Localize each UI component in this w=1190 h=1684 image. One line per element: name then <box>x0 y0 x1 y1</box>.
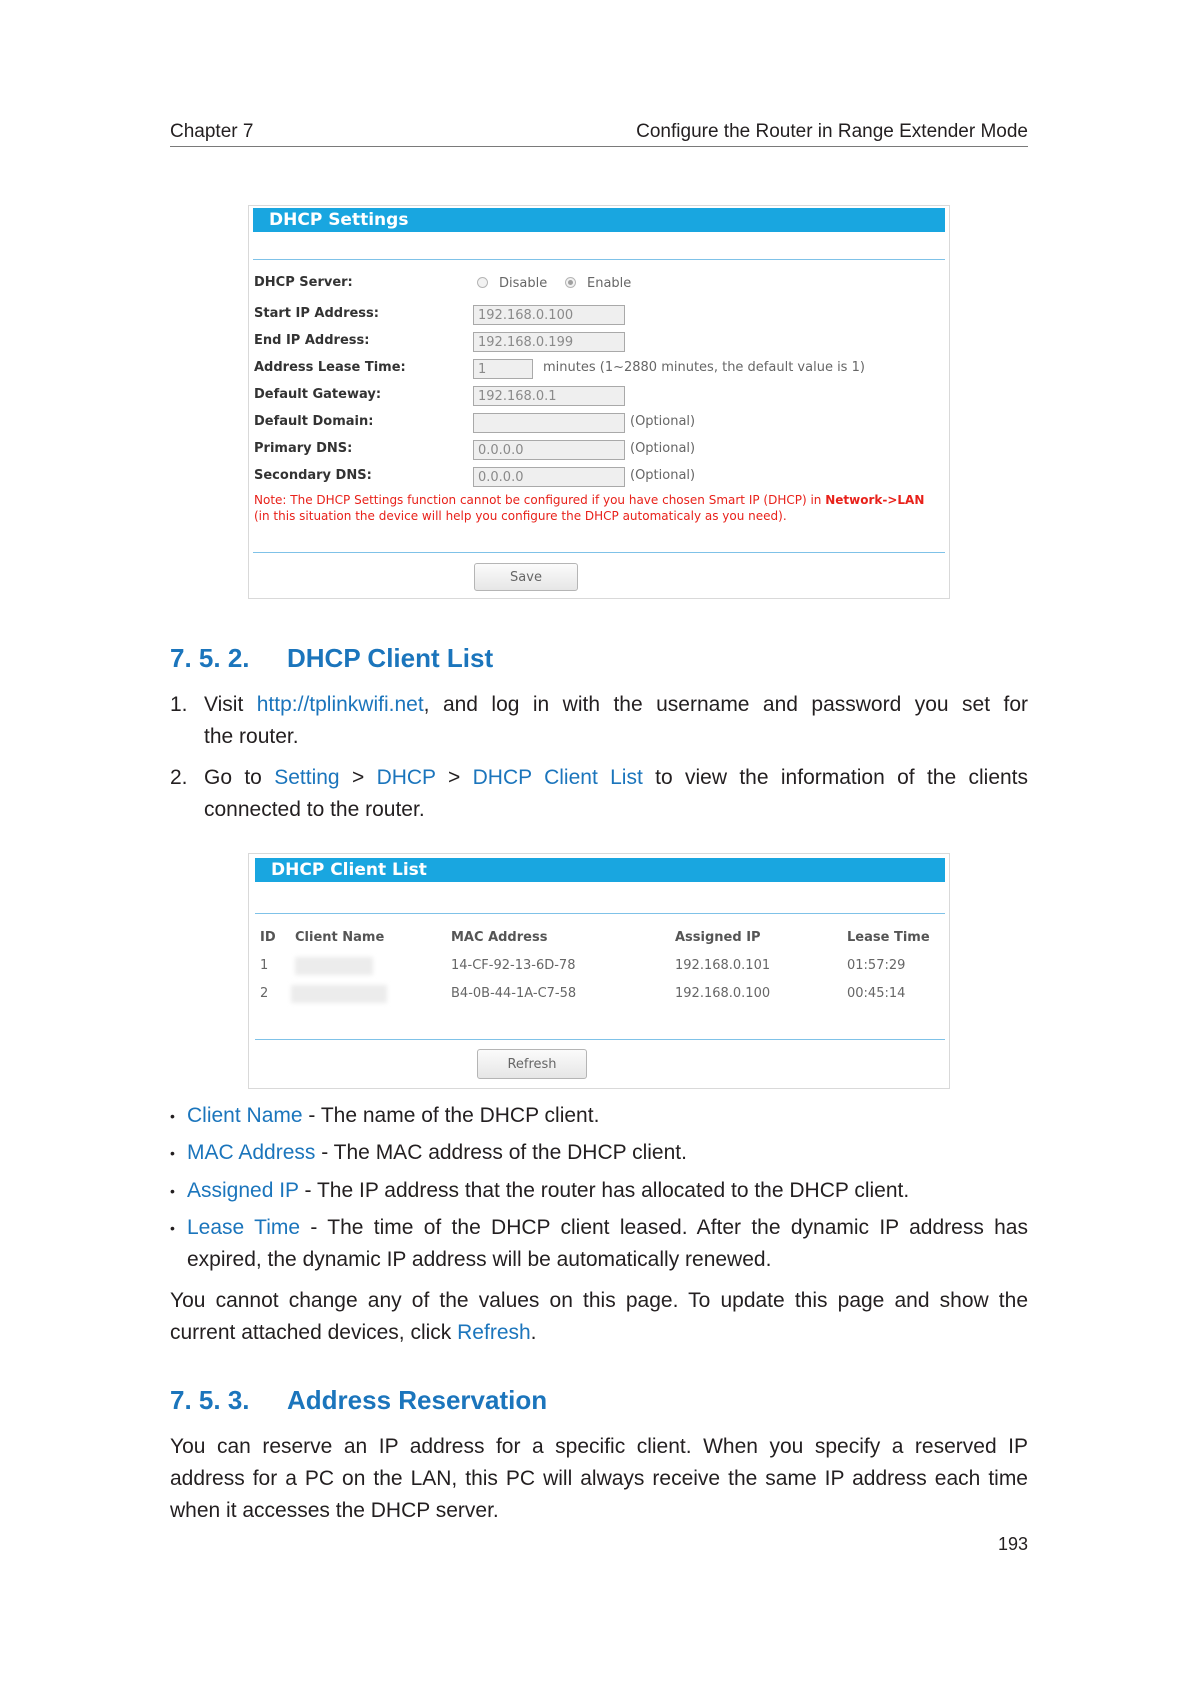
bullet-text-line2: expired, the dynamic IP address will be automatically renewed. <box>187 1248 772 1271</box>
column-header-ip: Assigned IP <box>675 930 761 945</box>
bullet-item <box>170 1137 1028 1169</box>
dhcp-note <box>254 492 924 524</box>
step-1 <box>204 689 1028 753</box>
refresh-button[interactable]: Refresh <box>477 1049 587 1079</box>
setting-link[interactable]: Setting <box>274 766 340 789</box>
lease-time-hint: minutes (1~2880 minutes, the default value is 1) <box>543 360 865 375</box>
blurred-client-name <box>291 985 387 1003</box>
default-domain-hint: (Optional) <box>630 414 696 429</box>
dhcp-client-list-panel <box>248 853 950 1089</box>
secondary-dns-label: Secondary DNS: <box>254 468 372 483</box>
tplinkwifi-link[interactable]: http://tplinkwifi.net <box>256 693 424 716</box>
primary-dns-label: Primary DNS: <box>254 441 353 456</box>
refresh-note-line1: You cannot change any of the values on this page. To update this page and show the <box>170 1289 1028 1312</box>
refresh-note-end: . <box>530 1321 537 1344</box>
step-2 <box>204 762 1028 826</box>
default-gateway-input[interactable] <box>473 386 625 406</box>
bullet-icon: • <box>170 1183 175 1199</box>
blurred-client-name <box>295 957 373 975</box>
intro-line: You can reserve an IP address for a specific client. When you specify a reserved IP <box>170 1435 1028 1458</box>
bullet-term: Client Name <box>187 1104 303 1127</box>
bullet-text: - The name of the DHCP client. <box>302 1104 600 1127</box>
column-header-lease: Lease Time <box>847 930 930 945</box>
primary-dns-hint: (Optional) <box>630 441 696 456</box>
default-domain-input[interactable] <box>473 413 625 433</box>
dhcp-settings-panel <box>248 205 950 599</box>
dhcp-client-list-title: DHCP Client List <box>255 858 945 882</box>
secondary-dns-input[interactable] <box>473 467 625 487</box>
step-marker: 2. <box>170 766 188 789</box>
panel-divider <box>255 913 945 914</box>
chapter-label: Chapter 7 <box>170 121 254 142</box>
secondary-dns-hint: (Optional) <box>630 468 696 483</box>
bullet-icon: • <box>170 1108 175 1124</box>
bullet-item <box>170 1100 1028 1132</box>
page-number: 193 <box>997 1534 1028 1554</box>
end-ip-input[interactable] <box>473 332 625 352</box>
address-reservation-intro <box>170 1431 1028 1527</box>
section-heading <box>170 643 1030 677</box>
intro-line: when it accesses the DHCP server. <box>170 1499 499 1522</box>
dhcp-server-label: DHCP Server: <box>254 275 353 290</box>
column-header-id: ID <box>260 930 276 945</box>
step-2-line2: connected to the router. <box>204 798 425 821</box>
step-marker: 1. <box>170 693 188 716</box>
bullet-text: - The IP address that the router has allocated to the DHCP client. <box>298 1179 910 1202</box>
lease-time-label: Address Lease Time: <box>254 360 406 375</box>
panel-divider <box>253 552 945 553</box>
row-ip: 192.168.0.100 <box>675 986 771 1001</box>
row-id: 2 <box>260 986 269 1001</box>
section-number: 7. 5. 3. <box>170 1385 250 1415</box>
bullet-text: - The time of the DHCP client leased. After the dynamic IP address has <box>300 1216 1028 1239</box>
refresh-link: Refresh <box>457 1321 531 1344</box>
bullet-term: MAC Address <box>187 1141 316 1164</box>
nav-separator: > <box>339 766 377 789</box>
section-number: 7. 5. 2. <box>170 643 250 673</box>
disable-radio[interactable] <box>477 277 488 288</box>
refresh-note <box>170 1285 1028 1349</box>
end-ip-label: End IP Address: <box>254 333 370 348</box>
step-1-text: Visit <box>204 693 257 716</box>
enable-radio[interactable] <box>565 277 576 288</box>
section-title: DHCP Client List <box>287 643 494 673</box>
dhcp-link[interactable]: DHCP <box>376 766 436 789</box>
default-domain-label: Default Domain: <box>254 414 374 429</box>
panel-divider <box>255 1039 945 1040</box>
section-heading <box>170 1385 1030 1419</box>
column-header-mac: MAC Address <box>451 930 548 945</box>
note-text-line2: (in this situation the device will help you configure the DHCP automaticaly as you need). <box>254 509 787 523</box>
step-1-text-rest: , and log in with the username and password you set for <box>423 693 1028 716</box>
bullet-icon: • <box>170 1220 175 1236</box>
row-mac: B4-0B-44-1A-C7-58 <box>451 986 577 1001</box>
disable-label: Disable <box>499 276 548 291</box>
row-id: 1 <box>260 958 269 973</box>
row-lease: 00:45:14 <box>847 986 906 1001</box>
bullet-item <box>170 1212 1028 1276</box>
panel-divider <box>253 259 945 260</box>
row-mac: 14-CF-92-13-6D-78 <box>451 958 576 973</box>
step-2-text: Go to <box>204 766 275 789</box>
chapter-title: Configure the Router in Range Extender Mode <box>636 121 1028 142</box>
refresh-note-text: current attached devices, click <box>170 1321 458 1344</box>
header-rule <box>170 146 1028 147</box>
step-2-text-rest: to view the information of the clients <box>642 766 1029 789</box>
section-title: Address Reservation <box>287 1385 548 1415</box>
nav-separator: > <box>435 766 473 789</box>
note-text: Note: The DHCP Settings function cannot be configured if you have chosen Smart IP (DHCP) in <box>254 493 826 507</box>
intro-line: address for a PC on the LAN, this PC will always receive the same IP address each time <box>170 1467 1028 1490</box>
bullet-text: - The MAC address of the DHCP client. <box>315 1141 687 1164</box>
row-lease: 01:57:29 <box>847 958 906 973</box>
start-ip-label: Start IP Address: <box>254 306 379 321</box>
step-1-line2: the router. <box>204 725 299 748</box>
default-gateway-label: Default Gateway: <box>254 387 382 402</box>
bullet-term: Lease Time <box>187 1216 301 1239</box>
row-ip: 192.168.0.101 <box>675 958 771 973</box>
dhcp-client-list-link[interactable]: DHCP Client List <box>472 766 643 789</box>
dhcp-settings-title: DHCP Settings <box>253 208 945 232</box>
network-lan-link[interactable]: Network->LAN <box>825 493 925 507</box>
save-button[interactable]: Save <box>474 563 578 591</box>
bullet-item <box>170 1175 1028 1207</box>
enable-label: Enable <box>587 276 632 291</box>
start-ip-input[interactable] <box>473 305 625 325</box>
bullet-term: Assigned IP <box>187 1179 299 1202</box>
lease-time-input[interactable] <box>473 359 533 379</box>
primary-dns-input[interactable] <box>473 440 625 460</box>
bullet-icon: • <box>170 1145 175 1161</box>
column-header-client-name: Client Name <box>295 930 385 945</box>
